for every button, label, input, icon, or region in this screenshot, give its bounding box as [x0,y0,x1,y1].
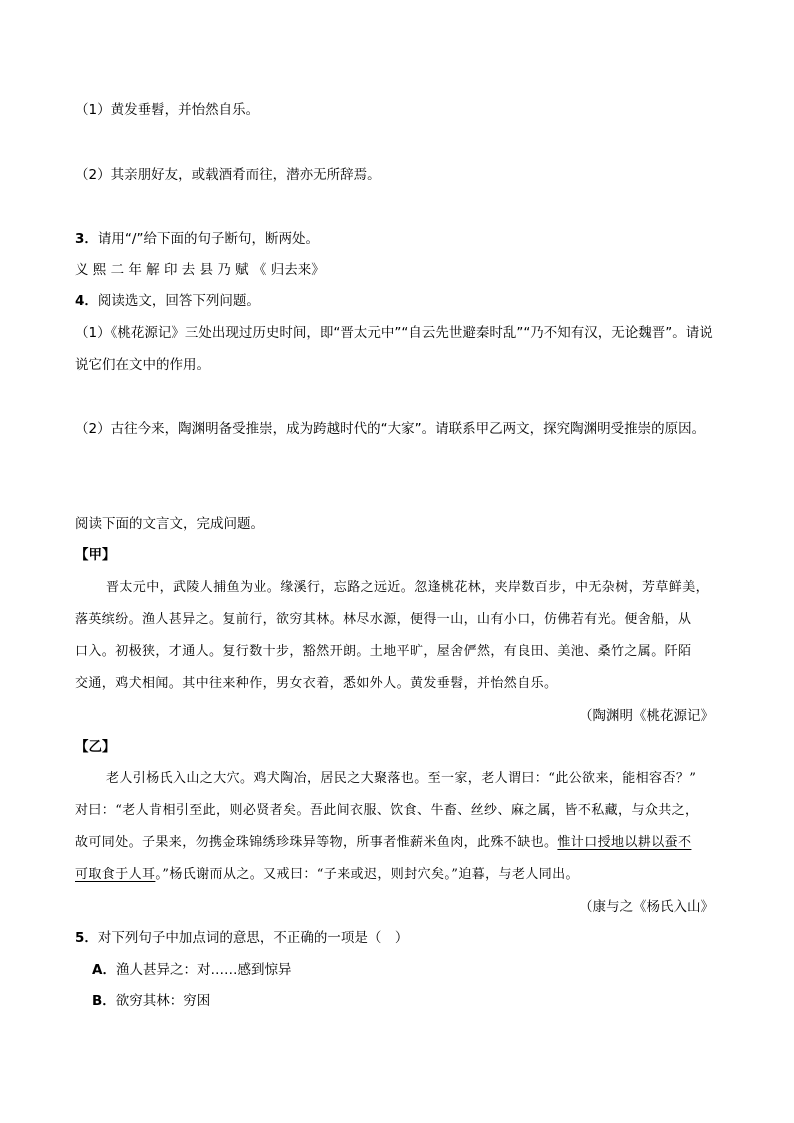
passage-intro: 阅读下面的文言文，完成问题。 [75,516,264,532]
jia-source: （陶渊明《桃花源记》 [579,708,714,724]
q5-prompt-text: 对下列句子中加点词的意思，不正确的一项是（ ） [97,930,409,946]
yi-line-3-underlined: 惟计口授地以耕以蚕不 [557,835,692,850]
q4-prompt [75,291,260,311]
yi-line-4-underlined: 可取食于人耳 [75,867,156,882]
jia-label: 【甲】 [75,547,116,563]
q4-number: 4． [75,293,98,309]
q2-item-1: （1）黄发垂髫，并怡然自乐。 [75,102,260,118]
yi-line-2: 对曰：“老人肯相引至此，则必贤者矣。吾此间衣服、饮食、牛畜、丝纱、麻之属，皆不私藏，与众共之， [75,803,699,818]
q4-sub2: （2）古往今来，陶渊明备受推崇，成为跨越时代的“大家”。请联系甲乙两文，探究陶渊明受推崇的原因。 [75,421,706,437]
q3-sentence: 义 熙 二 年 解 印 去 县 乃 赋 《 归去来》 [75,262,325,278]
yi-line-4-text: 。”杨氏谢而从之。又戒曰：“子来或迟，则封穴矣。”迫暮，与老人同出。 [155,867,579,882]
option-b-letter: B． [92,993,116,1009]
option-a-letter: A． [92,962,116,978]
q2-item-2: （2）其亲朋好友，或载酒肴而往，潜亦无所辞焉。 [75,167,381,183]
jia-line-3: 口入。初极狭，才通人。复行数十步，豁然开朗。土地平旷，屋舍俨然，有良田、美池、桑竹之属。阡陌 [75,644,692,659]
jia-line-4: 交通，鸡犬相闻。其中往来种作，男女衣着，悉如外人。黄发垂髫，并怡然自乐。 [75,676,558,691]
option-a-text: 渔人甚异之：对……感到惊异 [115,962,292,978]
q3-prompt [75,229,319,249]
q5-option-b[interactable] [92,991,210,1011]
yi-label: 【乙】 [75,739,116,755]
yi-line-3 [75,833,718,853]
q3-prompt-text: 请用“/”给下面的句子断句，断两处。 [97,231,319,247]
q5-option-a[interactable] [92,960,291,980]
yi-line-4 [75,865,718,885]
option-b-text: 欲穷其林：穷困 [115,993,211,1009]
yi-line-3-text: 故可同处。子果来，勿携金珠锦绣珍珠异等物，所事者惟薪米鱼肉，此殊不缺也。 [75,835,558,850]
q4-sub1-line-1: （1）《桃花源记》三处出现过历史时间，即“晋太元中”“自云先世避秦时乱”“乃不知有汉，无论魏晋”。请说 [75,325,713,341]
yi-line-1: 老人引杨氏入山之大穴。鸡犬陶冶，居民之大聚落也。至一家，老人谓曰：“此公欲来，能相容否？” [106,771,697,786]
yi-source: （康与之《杨氏入山》 [579,899,714,915]
jia-line-2: 落英缤纷。渔人甚异之。复前行，欲穷其林。林尽水源，便得一山，山有小口，仿佛若有光。便舍船，从 [75,612,692,627]
q4-sub1-line-2: 说它们在文中的作用。 [75,357,210,373]
q5-prompt [75,928,408,948]
jia-line-1: 晋太元中，武陵人捕鱼为业。缘溪行，忘路之远近。忽逢桃花林，夹岸数百步，中无杂树，芳草鲜美， [106,580,710,595]
q3-number: 3． [75,231,98,247]
q5-number: 5． [75,930,98,946]
q4-prompt-text: 阅读选文，回答下列问题。 [97,293,260,309]
